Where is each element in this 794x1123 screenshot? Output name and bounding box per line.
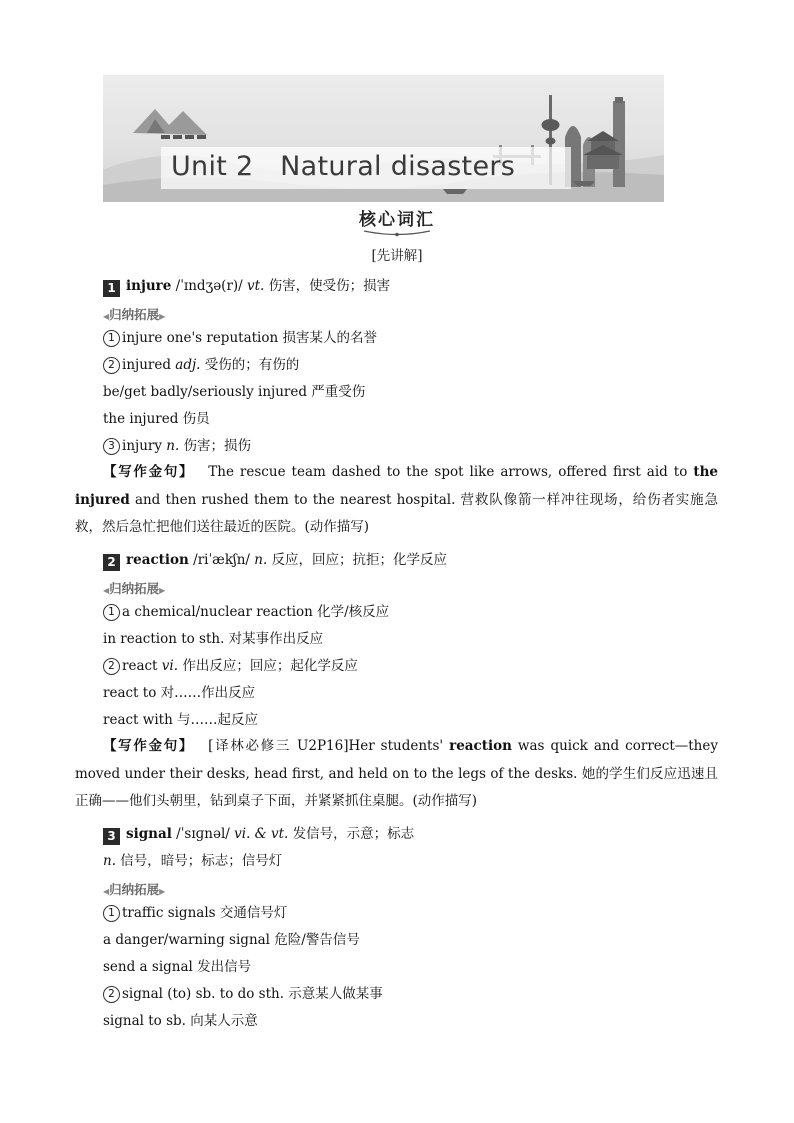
entry-header xyxy=(103,825,414,845)
expansion-tag: ◀归纳拓展▶ xyxy=(103,581,166,596)
list-item: a danger/warning signal 危险/警告信号 xyxy=(103,932,360,948)
entry-header xyxy=(103,551,447,571)
expansion-tag: ◀归纳拓展▶ xyxy=(103,882,166,897)
entry-number-badge: 2 xyxy=(103,554,120,571)
entry-pos: vt. xyxy=(247,278,265,294)
list-item: in reaction to sth. 对某事作出反应 xyxy=(103,631,324,647)
banner-title: Unit 2 Natural disasters xyxy=(171,151,516,182)
entry-number-badge: 3 xyxy=(103,828,120,845)
entry-pos: n. xyxy=(254,552,268,568)
list-item: send a signal 发出信号 xyxy=(103,959,252,975)
heading-underline-ornament xyxy=(362,228,432,238)
list-item: signal to sb. 向某人示意 xyxy=(103,1013,258,1029)
list-item: react with 与……起反应 xyxy=(103,712,259,728)
entry-header xyxy=(103,277,390,297)
entry-meaning: 反应，回应；抗拒；化学反应 xyxy=(271,552,448,568)
writing-sentence: 【写作金句】 [译林必修三 U2P16]Her students' reaction was quick and correct—they moved under their desks, head first, and held on to the legs of the desks. 她的学生们反应迅速且正确——他们头朝里，钻到桌子下面，并紧紧抓住桌腿。(动作描写) xyxy=(75,738,718,809)
list-item: 1 injure one's reputation 损害某人的名誉 xyxy=(103,329,377,347)
entry-word: signal xyxy=(126,826,172,842)
writing-sentence: 【写作金句】 The rescue team dashed to the spot like arrows, offered first aid to the injured and then rushed them to the nearest hospital. 营救队像箭一样冲往现场，给伤者实施急救，然后急忙把他们送往最近的医院。(动作描写) xyxy=(75,464,718,535)
expansion-tag: ◀归纳拓展▶ xyxy=(103,307,166,322)
entry-word: reaction xyxy=(126,552,189,568)
list-item: 3 injury n. 伤害；损伤 xyxy=(103,437,251,455)
list-item: 2 injured adj. 受伤的；有伤的 xyxy=(103,356,299,374)
entry-phonetic: /ˈɪndʒə(r)/ xyxy=(175,278,243,294)
list-item: the injured 伤员 xyxy=(103,411,210,427)
section-heading: 核心词汇 xyxy=(359,210,435,230)
list-item: react to 对……作出反应 xyxy=(103,685,256,701)
list-item: 1 traffic signals 交通信号灯 xyxy=(103,904,287,922)
list-item: 2 react vi. 作出反应；回应；起化学反应 xyxy=(103,657,358,675)
entry-word: injure xyxy=(126,278,172,294)
entry-second-meaning: n. 信号，暗号；标志；信号灯 xyxy=(103,853,283,869)
entry-phonetic: /riˈækʃn/ xyxy=(193,552,250,568)
list-item: 2 signal (to) sb. to do sth. 示意某人做某事 xyxy=(103,985,383,1003)
entry-meaning: 发信号，示意；标志 xyxy=(292,826,415,842)
entry-meaning: 伤害，使受伤；损害 xyxy=(268,278,391,294)
section-subheading: [先讲解] xyxy=(371,248,423,264)
entry-number-badge: 1 xyxy=(103,280,120,297)
entry-phonetic: /ˈsɪɡnəl/ xyxy=(176,826,230,842)
list-item: be/get badly/seriously injured 严重受伤 xyxy=(103,384,366,400)
entry-pos: vi. & vt. xyxy=(234,826,289,842)
list-item: 1 a chemical/nuclear reaction 化学/核反应 xyxy=(103,603,389,621)
unit-banner xyxy=(103,75,664,202)
